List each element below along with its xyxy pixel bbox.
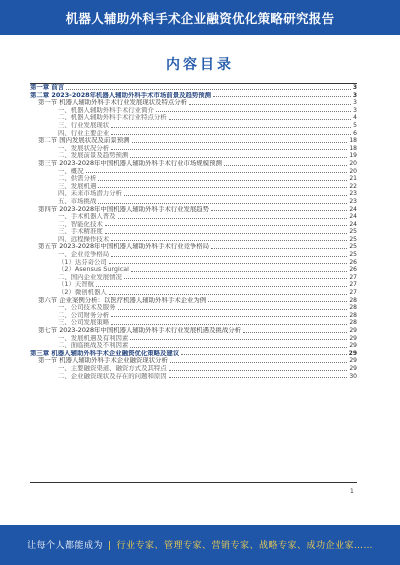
toc-entry-page: 27 [349, 281, 357, 289]
toc-entry-label: 第四节 2023-2028年中国机器人辅助外科手术行业发展趋势 [38, 205, 210, 213]
toc-entry-item[interactable] [30, 114, 357, 122]
toc-entry-label: 一、手术机器人普及 [58, 213, 116, 221]
toc-entry-page: 20 [349, 167, 357, 175]
toc-entry-page: 29 [349, 342, 357, 350]
toc-entry-page: 26 [349, 266, 357, 274]
toc-entry-item[interactable] [30, 130, 357, 138]
toc-leader-dots [130, 347, 347, 348]
toc-leader-dots [124, 195, 347, 196]
toc-entry-item[interactable] [30, 335, 357, 343]
page-number: 1 [350, 488, 354, 495]
toc-entry-page: 6 [353, 129, 357, 137]
report-title: 机器人辅助外科手术企业融资优化策略研究报告 [65, 11, 335, 26]
toc-entry-chapter[interactable] [30, 92, 357, 100]
toc-entry-label: 第三章 机器人辅助外科手术企业融资优化策略及建议 [30, 349, 180, 357]
toc-entry-item[interactable] [30, 251, 357, 259]
toc-entry-label: 一、企业竞争格局 [58, 251, 110, 259]
toc-leader-dots [130, 157, 347, 158]
toc-leader-dots [181, 354, 346, 355]
toc-entry-page: 30 [349, 372, 357, 380]
toc-entry-label: 四、远程操作技术 [58, 235, 110, 243]
toc-entry-label: 第二章 2023-2028年机器人辅助外科手术市场前景及趋势预测 [30, 91, 212, 99]
toc-entry-item[interactable] [30, 145, 357, 153]
toc-entry-label: 四、行业主要企业 [58, 129, 110, 137]
toc-leader-dots [156, 111, 351, 112]
toc-leader-dots [118, 218, 348, 219]
toc-entry-label: 二、公司财务分析 [58, 311, 110, 319]
toc-entry-page: 29 [349, 334, 357, 342]
toc-entry-label: 二、企业融资现状及存在的问题和原因 [58, 372, 167, 380]
toc-entry-section[interactable] [30, 243, 357, 251]
toc-entry-label: 第三节 2023-2028年中国机器人辅助外科手术行业市场规模预测 [38, 159, 222, 167]
toc-entry-item[interactable] [30, 183, 357, 191]
toc-entry-page: 3 [353, 99, 357, 107]
toc-entry-item[interactable] [30, 289, 357, 297]
toc-entry-page: 28 [349, 319, 357, 327]
toc-leader-dots [243, 332, 347, 333]
toc-leader-dots [224, 165, 348, 166]
toc-entry-label: （2）微创机器人 [58, 289, 107, 297]
toc-entry-label: 一、主要融资渠道、融资方式及其特点 [58, 364, 167, 372]
toc-entry-item[interactable] [30, 281, 357, 289]
toc-entry-item[interactable] [30, 122, 357, 130]
toc-entry-page: 21 [349, 175, 357, 183]
toc-entry-page: 25 [349, 251, 357, 259]
toc-entry-item[interactable] [30, 107, 357, 115]
toc-entry-page: 27 [349, 273, 357, 281]
toc-entry-page: 25 [349, 235, 357, 243]
toc-entry-label: 三、手术精准度 [58, 228, 103, 236]
toc-entry-section[interactable] [30, 357, 357, 365]
footer-roles: 行业专家、管理专家、营销专家、战略专家、成功企业家…… [116, 541, 374, 551]
toc-entry-label: 第五节 2023-2028年中国机器人辅助外科手术行业竞争格局 [38, 243, 210, 251]
toc-entry-page: 19 [349, 152, 357, 160]
footer-bar [0, 525, 400, 565]
toc-entry-item[interactable] [30, 365, 357, 373]
toc-entry-item[interactable] [30, 168, 357, 176]
toc-entry-item[interactable] [30, 221, 357, 229]
toc-entry-page: 23 [349, 190, 357, 198]
toc-leader-dots [98, 180, 347, 181]
toc-entry-section[interactable] [30, 99, 357, 107]
toc-leader-dots [66, 89, 351, 90]
toc-entry-page: 25 [349, 243, 357, 251]
toc-entry-page: 4 [353, 114, 357, 122]
toc-entry-section[interactable] [30, 160, 357, 168]
toc-leader-dots [111, 324, 347, 325]
toc-leader-dots [105, 225, 348, 226]
toc-entry-label: （2）Asensus Surgical [58, 266, 129, 274]
toc-leader-dots [111, 316, 347, 317]
toc-leader-dots [130, 339, 347, 340]
toc-entry-item[interactable] [30, 152, 357, 160]
toc-leader-dots [98, 203, 347, 204]
toc-entry-label: 第二节 国内发展状况及前景预测 [38, 137, 130, 145]
toc-entry-page: 25 [349, 228, 357, 236]
toc-entry-page: 28 [349, 311, 357, 319]
toc-entry-page: 24 [349, 205, 357, 213]
toc-entry-item[interactable] [30, 198, 357, 206]
toc-entry-label: 三、行业发展现状 [58, 121, 110, 129]
toc-entry-page: 29 [349, 357, 357, 365]
toc-entry-item[interactable] [30, 175, 357, 183]
toc-entry-item[interactable] [30, 259, 357, 267]
toc-entry-label: 二、国内企业发展情况 [58, 273, 122, 281]
toc-entry-item[interactable] [30, 266, 357, 274]
toc-entry-page: 29 [349, 327, 357, 334]
toc-entry-label: 四、未来市场潜力分析 [58, 190, 122, 198]
toc-entry-label: 二、供需分析 [58, 175, 97, 183]
toc-leader-dots [96, 286, 347, 287]
toc-entry-label: 一、发展机遇及有利因素 [58, 334, 129, 342]
toc-leader-dots [170, 362, 348, 363]
toc-entry-page: 23 [349, 197, 357, 205]
toc-leader-dots [118, 309, 348, 310]
toc-leader-dots [208, 301, 347, 302]
toc-entry-item[interactable] [30, 342, 357, 350]
toc-entry-page: 28 [349, 304, 357, 312]
toc-entry-item[interactable] [30, 319, 357, 327]
toc-entry-label: 三、公司发展策略 [58, 319, 110, 327]
toc-entry-item[interactable] [30, 304, 357, 312]
table-of-contents [30, 84, 357, 380]
toc-entry-page: 3 [352, 84, 357, 91]
toc-entry-section[interactable] [30, 137, 357, 145]
toc-entry-item[interactable] [30, 190, 357, 198]
toc-entry-page: 24 [349, 220, 357, 228]
toc-entry-page: 3 [353, 106, 357, 114]
toc-entry-page: 18 [349, 137, 357, 145]
toc-entry-chapter[interactable] [30, 350, 357, 358]
toc-entry-section[interactable] [30, 297, 357, 305]
toc-entry-page: 27 [349, 289, 357, 297]
toc-entry-label: （1）达芬奇公司 [58, 258, 107, 266]
toc-leader-dots [86, 172, 348, 173]
toc-entry-item[interactable] [30, 236, 357, 244]
toc-leader-dots [109, 294, 348, 295]
toc-entry-label: 五、市场挑战 [58, 197, 97, 205]
toc-leader-dots [111, 127, 351, 128]
toc-entry-item[interactable] [30, 213, 357, 221]
toc-entry-label: 二、智能化技术 [58, 220, 103, 228]
toc-entry-label: 一、公司技术及服务 [58, 304, 116, 312]
toc-entry-label: 一、概况 [58, 167, 84, 175]
toc-entry-label: 第一节 机器人辅助外科手术企业融资现状分析 [38, 357, 168, 365]
toc-entry-chapter[interactable] [30, 84, 357, 92]
toc-entry-label: 二、面临挑战及不利因素 [58, 342, 129, 350]
footer-separator: | [107, 541, 112, 551]
toc-leader-dots [111, 240, 347, 241]
toc-entry-section[interactable] [30, 206, 357, 214]
toc-leader-dots [211, 248, 347, 249]
toc-leader-dots [169, 377, 348, 378]
toc-entry-page: 29 [348, 349, 357, 357]
footer-slogan [0, 538, 400, 551]
toc-entry-label: 二、发展前景及趋势预测 [58, 152, 129, 160]
toc-entry-label: （1）天智航 [58, 281, 95, 289]
toc-leader-dots [169, 119, 352, 120]
toc-leader-dots [132, 142, 348, 143]
toc-leader-dots [111, 149, 347, 150]
toc-bottom-rule [30, 482, 357, 483]
report-header-bar [0, 0, 400, 35]
toc-entry-section[interactable] [30, 327, 357, 335]
toc-leader-dots [169, 370, 348, 371]
toc-leader-dots [109, 263, 348, 264]
toc-leader-dots [189, 104, 351, 105]
toc-entry-page: 22 [349, 182, 357, 190]
toc-entry-label: 第一节 机器人辅助外科手术行业发展现状及特点分析 [38, 99, 188, 107]
toc-entry-page: 5 [353, 121, 357, 129]
toc-entry-page: 18 [349, 144, 357, 152]
toc-entry-item[interactable] [30, 274, 357, 282]
toc-entry-page: 29 [349, 364, 357, 372]
toc-entry-label: 第七节 2023-2028年中国机器人辅助外科手术行业发展机遇及挑战分析 [38, 327, 242, 334]
toc-leader-dots [111, 256, 347, 257]
toc-leader-dots [105, 233, 348, 234]
toc-entry-item[interactable] [30, 228, 357, 236]
toc-entry-page: 24 [349, 213, 357, 221]
toc-leader-dots [211, 210, 347, 211]
toc-entry-label: 二、机器人辅助外科手术行业特点分析 [58, 114, 167, 122]
toc-leader-dots [111, 134, 351, 135]
toc-heading: 内容目录 [166, 57, 234, 73]
toc-entry-label: 一、发展状况分析 [58, 144, 110, 152]
toc-leader-dots [124, 278, 347, 279]
footer-lead: 让每个人都能成为 [26, 541, 103, 551]
toc-entry-page: 26 [349, 258, 357, 266]
toc-entry-page: 28 [349, 296, 357, 304]
toc-leader-dots [213, 96, 351, 97]
toc-entry-label: 第一章 前言 [30, 84, 65, 91]
toc-leader-dots [98, 187, 347, 188]
toc-entry-page: 20 [349, 159, 357, 167]
toc-leader-dots [131, 271, 347, 272]
toc-entry-item[interactable] [30, 373, 357, 381]
toc-entry-label: 第六节 企业案例分析：以医疗机器人辅助外科手术企业为例 [38, 296, 207, 304]
toc-entry-label: 一、机器人辅助外科手术行业简介 [58, 106, 154, 114]
toc-entry-item[interactable] [30, 312, 357, 320]
toc-entry-label: 三、发展机遇 [58, 182, 97, 190]
toc-entry-page: 3 [352, 91, 357, 99]
